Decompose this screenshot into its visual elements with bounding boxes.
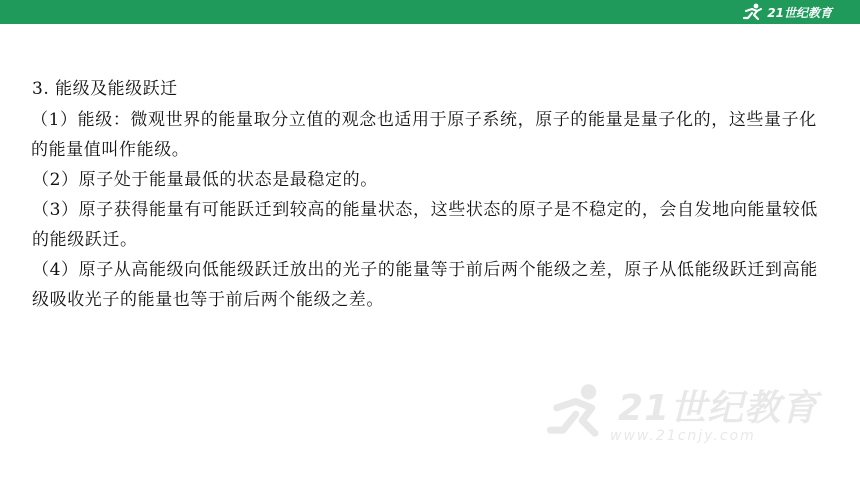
watermark-url: www.21cnjy.com: [610, 428, 756, 444]
watermark: [540, 372, 840, 462]
watermark-logo-text: 21世纪教育: [618, 388, 819, 429]
section-title: 3. 能级及能级跃迁: [32, 79, 178, 99]
header-bar: [0, 0, 860, 24]
runner-logo-icon: [742, 3, 764, 21]
paragraph-1: （1）能级：微观世界的能量取分立值的观念也适用于原子系统，原子的能量是量子化的，这些量子化的能量值叫作能级。: [31, 110, 817, 160]
brand-logo-text: 21世纪教育: [767, 5, 832, 20]
brand-logo: [742, 2, 832, 22]
main-content: [32, 74, 832, 315]
paragraph-4: （4）原子从高能级向低能级跃迁放出的光子的能量等于前后两个能级之差，原子从低能级跃迁到高能级吸收光子的能量也等于前后两个能级之差。: [32, 260, 818, 310]
paragraph-2: （2）原子处于能量最低的状态是最稳定的。: [32, 170, 378, 190]
watermark-runner-icon: [544, 376, 614, 446]
paragraph-3: （3）原子获得能量有可能跃迁到较高的能量状态，这些状态的原子是不稳定的，会自发地向能量较低的能级跃迁。: [32, 200, 818, 250]
